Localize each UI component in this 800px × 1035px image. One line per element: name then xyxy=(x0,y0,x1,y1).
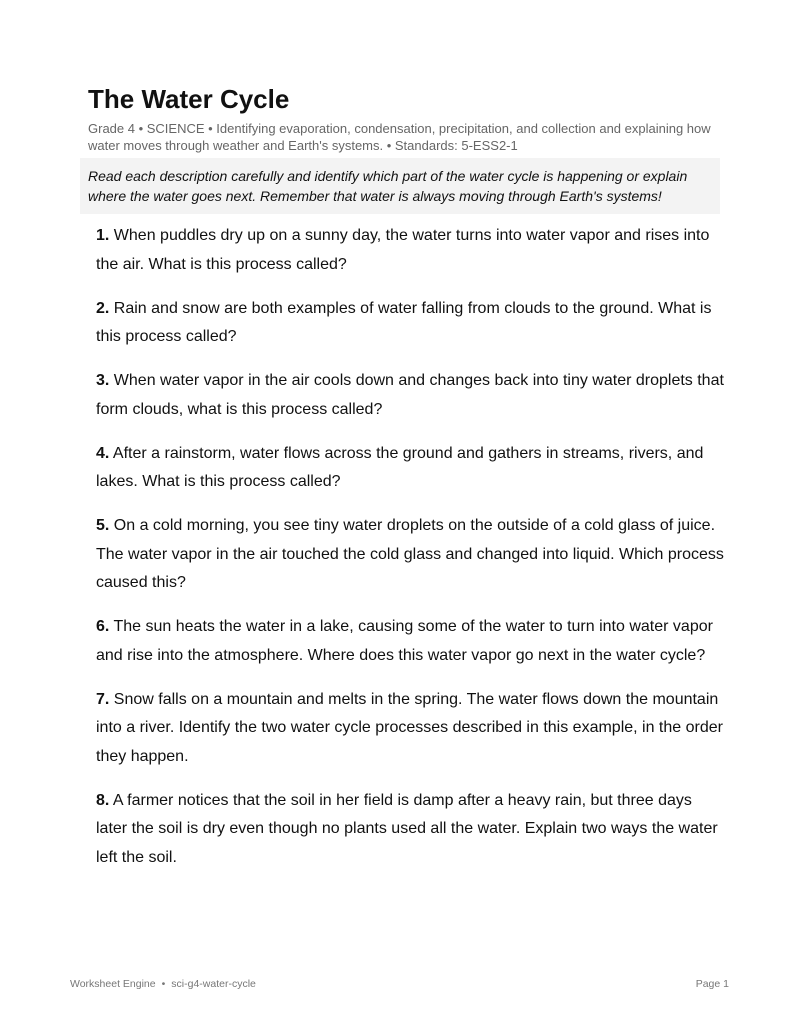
question-text: When water vapor in the air cools down and changes back into tiny water droplets that form clouds, what is this process called? xyxy=(96,372,724,418)
page-title: The Water Cycle xyxy=(88,84,290,114)
question-number: 8. xyxy=(96,791,110,809)
question-text: When puddles dry up on a sunny day, the water turns into water vapor and rises into the air. What is this process called? xyxy=(96,227,710,273)
question-number: 6. xyxy=(96,618,110,635)
question-number: 1. xyxy=(96,227,110,244)
worksheet-subtitle: Grade 4 • SCIENCE • Identifying evaporation, condensation, precipitation, and collection and explaining how water moves through weather and Earth's systems. • Standards: 5-ESS2-1 xyxy=(88,121,711,153)
question-item xyxy=(96,440,726,497)
footer-meta xyxy=(70,978,256,990)
question-text: Rain and snow are both examples of water falling from clouds to the ground. What is this process called? xyxy=(96,299,712,345)
footer-separator: • xyxy=(161,978,166,990)
question-number: 2. xyxy=(96,299,110,317)
question-text: A farmer notices that the soil in her field is damp after a heavy rain, but three days later the soil is dry even though no plants used all the water. Explain two ways the water left the soil. xyxy=(96,791,718,866)
question-item xyxy=(96,787,726,873)
instructions-box: Read each description carefully and identify which part of the water cycle is happening or explain where the water goes next. Remember that water is always moving through Earth's systems! xyxy=(80,158,720,214)
footer-page-number: Page 1 xyxy=(695,978,729,990)
question-item xyxy=(96,295,726,352)
question-number: 3. xyxy=(96,372,110,389)
question-text: Snow falls on a mountain and melts in the spring. The water flows down the mountain into a river. Identify the two water cycle processes described in this example, in the order they happen. xyxy=(96,690,723,765)
footer-engine: Worksheet Engine xyxy=(70,978,156,990)
question-item xyxy=(96,367,726,424)
question-list xyxy=(96,222,726,888)
question-number: 7. xyxy=(96,690,110,708)
question-number: 5. xyxy=(96,517,110,534)
question-text: On a cold morning, you see tiny water droplets on the outside of a cold glass of juice. The water vapor in the air touched the cold glass and changed into liquid. Which process caused this? xyxy=(96,517,724,591)
footer-worksheet-id: sci-g4-water-cycle xyxy=(171,978,256,990)
question-number: 4. xyxy=(96,444,110,462)
question-item xyxy=(96,512,726,598)
question-item xyxy=(96,686,726,772)
question-text: After a rainstorm, water flows across the ground and gathers in streams, rivers, and lakes. What is this process called? xyxy=(96,444,704,490)
question-text: The sun heats the water in a lake, causing some of the water to turn into water vapor and rise into the atmosphere. Where does this water vapor go next in the water cycle? xyxy=(96,618,713,664)
question-item xyxy=(96,222,726,279)
question-item xyxy=(96,613,726,670)
